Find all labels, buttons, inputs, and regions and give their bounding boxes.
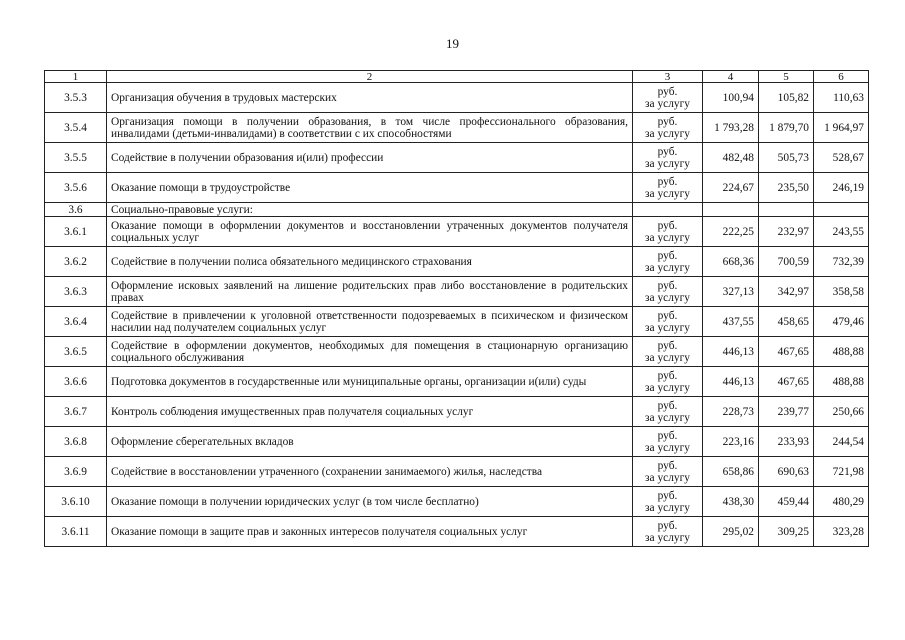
unit-label: за услугу [645,187,690,200]
service-name: Оказание помощи в оформлении документов и восстановлении утраченных документов получателя социальных услуг [107,217,633,247]
section-title: Социально-правовые услуги: [107,203,633,217]
price-value: 732,39 [814,247,869,277]
price-value: 480,29 [814,487,869,517]
service-name: Содействие в привлечении к уголовной ответственности подозреваемых в психическом и физическом насилии над получателем социальных услуг [107,307,633,337]
empty-cell [814,203,869,217]
price-value: 437,55 [703,307,759,337]
service-code: 3.5.4 [45,113,107,143]
price-value: 243,55 [814,217,869,247]
empty-cell [759,203,814,217]
price-value: 309,25 [759,517,814,547]
column-header: 4 [703,71,759,83]
unit-label: руб. [657,459,678,472]
price-value: 528,67 [814,143,869,173]
table-row [45,143,869,173]
table-row [45,397,869,427]
price-value: 446,13 [703,337,759,367]
service-code: 3.6.9 [45,457,107,487]
price-value: 295,02 [703,517,759,547]
unit-cell [633,337,703,367]
service-name: Организация обучения в трудовых мастерских [107,83,633,113]
price-value: 488,88 [814,367,869,397]
table-row [45,487,869,517]
price-value: 250,66 [814,397,869,427]
unit-cell [633,143,703,173]
price-value: 239,77 [759,397,814,427]
price-value: 467,65 [759,337,814,367]
price-value: 223,16 [703,427,759,457]
unit-cell [633,457,703,487]
unit-label: за услугу [645,501,690,514]
price-value: 105,82 [759,83,814,113]
service-name: Подготовка документов в государственные или муниципальные органы, организации и(или) суды [107,367,633,397]
unit-cell [633,517,703,547]
service-code: 3.6.10 [45,487,107,517]
price-value: 467,65 [759,367,814,397]
table-header-row [45,71,869,83]
price-value: 446,13 [703,367,759,397]
price-value: 235,50 [759,173,814,203]
price-value: 459,44 [759,487,814,517]
unit-cell [633,427,703,457]
unit-label: руб. [657,519,678,532]
unit-label: руб. [657,399,678,412]
service-name: Оформление сберегательных вкладов [107,427,633,457]
unit-label: за услугу [645,381,690,394]
service-name: Содействие в восстановлении утраченного (сохранении занимаемого) жилья, наследства [107,457,633,487]
price-value: 658,86 [703,457,759,487]
price-value: 323,28 [814,517,869,547]
service-code: 3.6.4 [45,307,107,337]
unit-label: за услугу [645,411,690,424]
unit-label: руб. [657,369,678,382]
price-value: 721,98 [814,457,869,487]
unit-label: за услугу [645,321,690,334]
column-header: 1 [45,71,107,83]
unit-cell [633,307,703,337]
unit-label: за услугу [645,471,690,484]
unit-label: руб. [657,175,678,188]
price-value: 246,19 [814,173,869,203]
column-header: 2 [107,71,633,83]
price-value: 488,88 [814,337,869,367]
unit-label: руб. [657,309,678,322]
price-value: 100,94 [703,83,759,113]
price-value: 458,65 [759,307,814,337]
service-name: Оформление исковых заявлений на лишение родительских прав либо восстановление в родительских правах [107,277,633,307]
unit-label: руб. [657,489,678,502]
column-header: 6 [814,71,869,83]
unit-label: руб. [657,115,678,128]
table-row [45,457,869,487]
service-code: 3.6.11 [45,517,107,547]
price-value: 482,48 [703,143,759,173]
unit-label: руб. [657,279,678,292]
unit-label: за услугу [645,351,690,364]
unit-label: руб. [657,145,678,158]
service-code: 3.6.8 [45,427,107,457]
price-value: 342,97 [759,277,814,307]
service-code: 3.5.3 [45,83,107,113]
unit-label: руб. [657,429,678,442]
service-name: Оказание помощи в получении юридических услуг (в том числе бесплатно) [107,487,633,517]
unit-cell [633,277,703,307]
unit-cell [633,487,703,517]
price-value: 228,73 [703,397,759,427]
service-code: 3.6.2 [45,247,107,277]
service-name: Содействие в получении образования и(или) профессии [107,143,633,173]
table-row [45,277,869,307]
price-value: 233,93 [759,427,814,457]
unit-cell [633,83,703,113]
tariff-table [44,70,869,547]
table-row [45,217,869,247]
price-value: 358,58 [814,277,869,307]
table-row [45,367,869,397]
price-value: 690,63 [759,457,814,487]
unit-cell [633,173,703,203]
service-code: 3.6.6 [45,367,107,397]
table-row [45,247,869,277]
price-value: 1 793,28 [703,113,759,143]
column-header: 3 [633,71,703,83]
table-row [45,517,869,547]
unit-label: за услугу [645,127,690,140]
empty-cell [633,203,703,217]
unit-cell [633,247,703,277]
service-code: 3.5.6 [45,173,107,203]
unit-label: за услугу [645,157,690,170]
service-name: Контроль соблюдения имущественных прав получателя социальных услуг [107,397,633,427]
table-row [45,427,869,457]
table-row [45,83,869,113]
unit-cell [633,217,703,247]
unit-label: за услугу [645,531,690,544]
table-row [45,173,869,203]
price-value: 479,46 [814,307,869,337]
service-code: 3.6.3 [45,277,107,307]
price-value: 222,25 [703,217,759,247]
table-row [45,113,869,143]
service-code: 3.6.1 [45,217,107,247]
service-code: 3.5.5 [45,143,107,173]
page-number: 19 [446,36,459,51]
price-value: 505,73 [759,143,814,173]
service-code: 3.6.7 [45,397,107,427]
price-value: 110,63 [814,83,869,113]
column-header: 5 [759,71,814,83]
price-value: 1 879,70 [759,113,814,143]
service-name: Содействие в оформлении документов, необходимых для помещения в стационарную организацию социального обслуживания [107,337,633,367]
section-row [45,203,869,217]
unit-label: руб. [657,219,678,232]
price-value: 438,30 [703,487,759,517]
unit-cell [633,397,703,427]
service-name: Организация помощи в получении образования, в том числе профессионального образования, инвалидами (детьми-инвалидами) в соответствии с их способностями [107,113,633,143]
unit-cell [633,113,703,143]
unit-label: за услугу [645,261,690,274]
unit-label: за услугу [645,231,690,244]
unit-label: руб. [657,249,678,262]
price-value: 232,97 [759,217,814,247]
service-name: Содействие в получении полиса обязательного медицинского страхования [107,247,633,277]
unit-label: за услугу [645,441,690,454]
unit-label: за услугу [645,97,690,110]
price-value: 1 964,97 [814,113,869,143]
service-name: Оказание помощи в трудоустройстве [107,173,633,203]
service-name: Оказание помощи в защите прав и законных интересов получателя социальных услуг [107,517,633,547]
table-row [45,307,869,337]
unit-cell [633,367,703,397]
unit-label: руб. [657,85,678,98]
price-value: 327,13 [703,277,759,307]
price-value: 244,54 [814,427,869,457]
price-value: 668,36 [703,247,759,277]
table-row [45,337,869,367]
price-value: 224,67 [703,173,759,203]
service-code: 3.6.5 [45,337,107,367]
unit-label: руб. [657,339,678,352]
section-code: 3.6 [45,203,107,217]
empty-cell [703,203,759,217]
unit-label: за услугу [645,291,690,304]
price-value: 700,59 [759,247,814,277]
